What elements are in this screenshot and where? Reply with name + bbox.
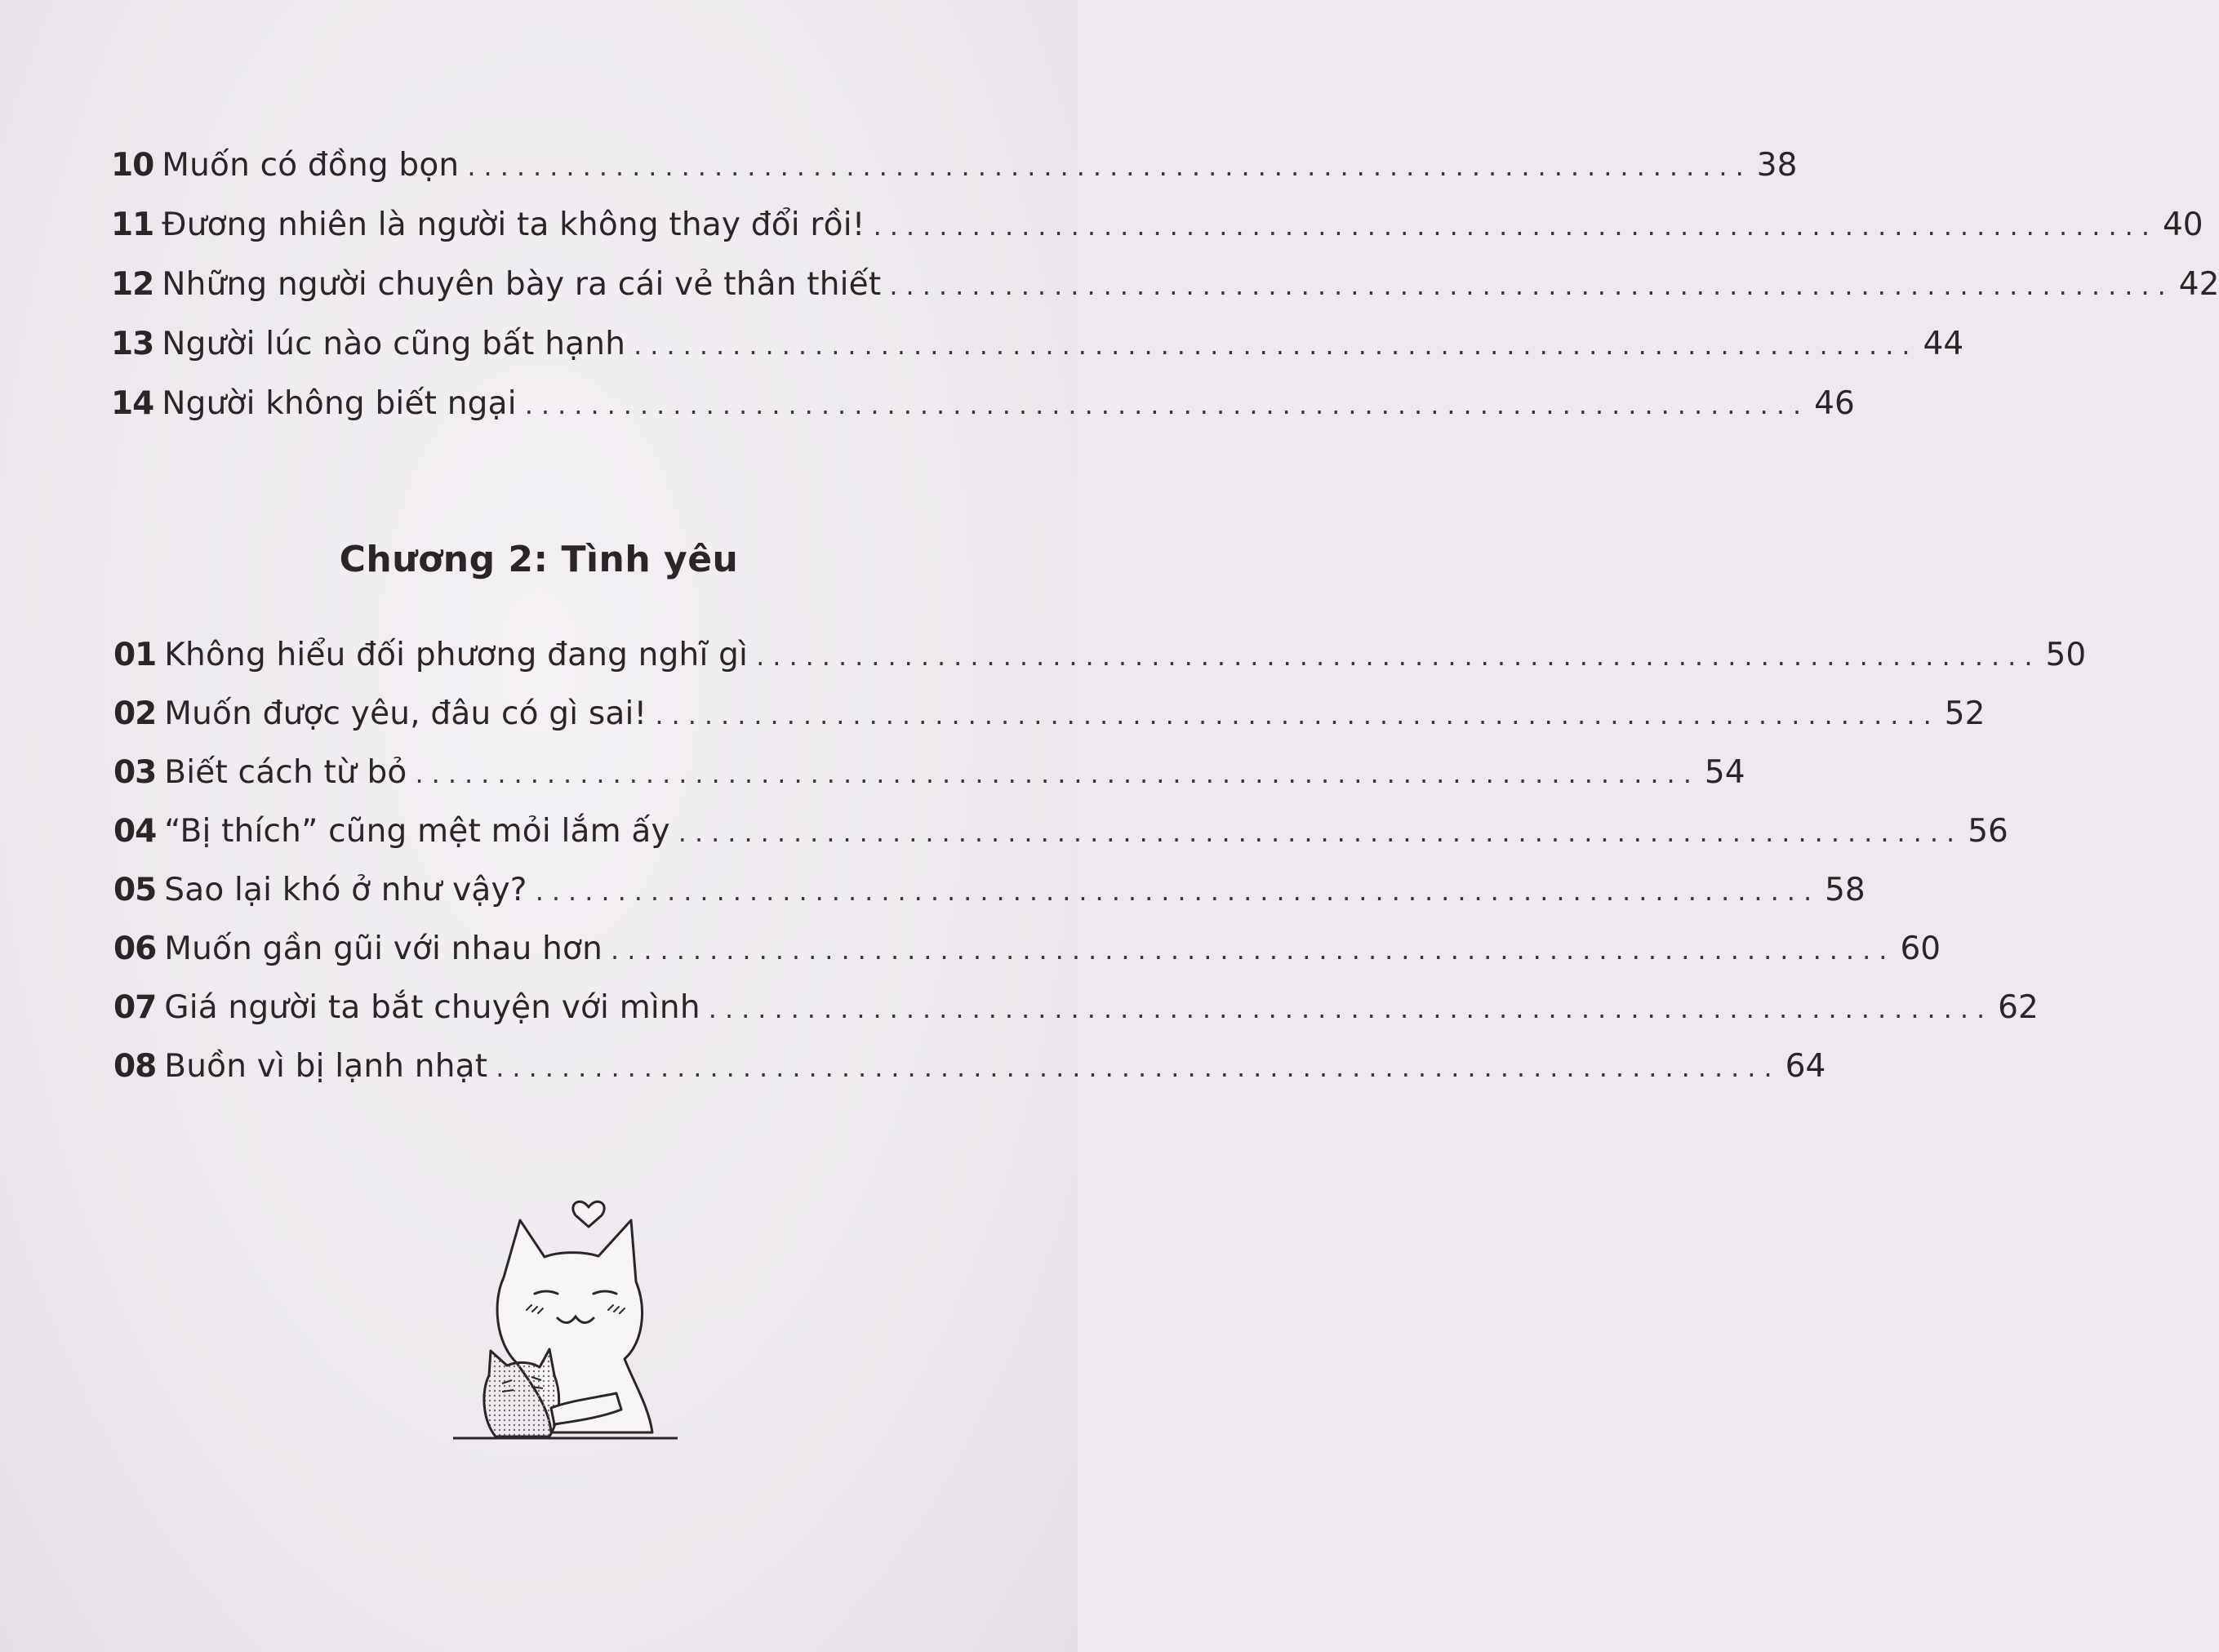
toc-dot-leader: .............................................................................. [655,699,1940,731]
toc-dot-leader: .............................................................................. [889,270,2174,301]
toc-entry-title: Người lúc nào cũng bất hạnh [162,326,626,362]
toc-dot-leader: .............................................................................. [524,389,1810,420]
toc-entry [111,324,1964,366]
kitten-icon [484,1349,559,1437]
toc-dot-leader: .............................................................................. [634,330,1919,361]
toc-entry-number: 05 [113,872,157,908]
toc-entry [113,694,1986,735]
toc-entry [111,264,2219,306]
toc-entry [113,1046,1826,1088]
toc-entry-number: 10 [111,147,154,184]
toc-entry-page: 50 [2045,637,2087,673]
toc-entry-number: 06 [113,930,157,967]
toc-dot-leader: .............................................................................. [873,211,2158,242]
toc-entry-number: 07 [113,989,157,1026]
toc-entry-page: 60 [1900,930,1941,967]
toc-entry-title: Buồn vì bị lạnh nhạt [164,1048,488,1085]
toc-entry-page: 54 [1704,754,1745,791]
toc-entry-number: 01 [113,637,157,673]
toc-dot-leader: .............................................................................. [611,935,1896,966]
toc-entry-number: 02 [113,695,157,732]
toc-entry-page: 52 [1944,695,1986,732]
toc-dot-leader: .............................................................................. [467,151,1752,182]
toc-entry-title: Muốn có đồng bọn [162,147,460,184]
toc-entry-page: 40 [2162,206,2203,243]
toc-entry-number: 11 [111,206,154,243]
toc-entry [113,988,2039,1029]
toc-entry-page: 44 [1923,326,1964,362]
toc-entry-title: Muốn gần gũi với nhau hơn [164,930,603,967]
toc-entry [113,870,1865,912]
cat-hugging-kitten-illustration [453,1188,690,1449]
toc-entry-title: Muốn được yêu, đâu có gì sai! [164,695,647,732]
toc-entry-title: Biết cách từ bỏ [164,754,407,791]
toc-entry [111,384,1855,425]
toc-entry-title: Giá người ta bắt chuyện với mình [164,989,700,1026]
toc-entry-title: Đương nhiên là người ta không thay đổi rồi! [162,206,865,243]
toc-entry-title: Những người chuyên bày ra cái vẻ thân thiết [162,266,882,303]
toc-entry-page: 56 [1968,813,2008,850]
toc-entry [113,811,2008,853]
toc-entry [113,753,1745,794]
toc-entry-page: 62 [1998,989,2039,1026]
toc-entry-page: 58 [1825,872,1865,908]
toc-entry-title: Người không biết ngại [162,385,517,422]
toc-entry-number: 14 [111,385,154,422]
toc-entry [113,929,1941,970]
toc-entry-title: “Bị thích” cũng mệt mỏi lắm ấy [164,813,670,850]
heart-icon [573,1201,604,1227]
chapter-title: Chương 2: Tình yêu [339,539,739,580]
toc-entry [113,635,2087,677]
toc-entry-number: 04 [113,813,157,850]
toc-dot-leader: .............................................................................. [756,641,2041,672]
toc-entry-page: 46 [1814,385,1855,422]
toc-entry-page: 38 [1756,147,1798,184]
toc-entry-number: 03 [113,754,157,791]
toc-entry-number: 08 [113,1048,157,1085]
toc-dot-leader: .............................................................................. [678,817,1963,848]
toc-dot-leader: .............................................................................. [708,993,1994,1024]
toc-entry [111,205,2203,246]
toc-entry-number: 13 [111,326,154,362]
toc-entry-title: Không hiểu đối phương đang nghĩ gì [164,637,749,673]
toc-dot-leader: .............................................................................. [415,758,1700,789]
toc-entry-title: Sao lại khó ở như vậy? [164,872,527,908]
toc-dot-leader: .............................................................................. [535,876,1821,907]
toc-entry-number: 12 [111,266,154,303]
toc-entry-page: 64 [1785,1048,1826,1085]
toc-entry-page: 42 [2178,266,2219,303]
toc-dot-leader: .............................................................................. [496,1052,1781,1083]
toc-entry [111,145,1798,187]
